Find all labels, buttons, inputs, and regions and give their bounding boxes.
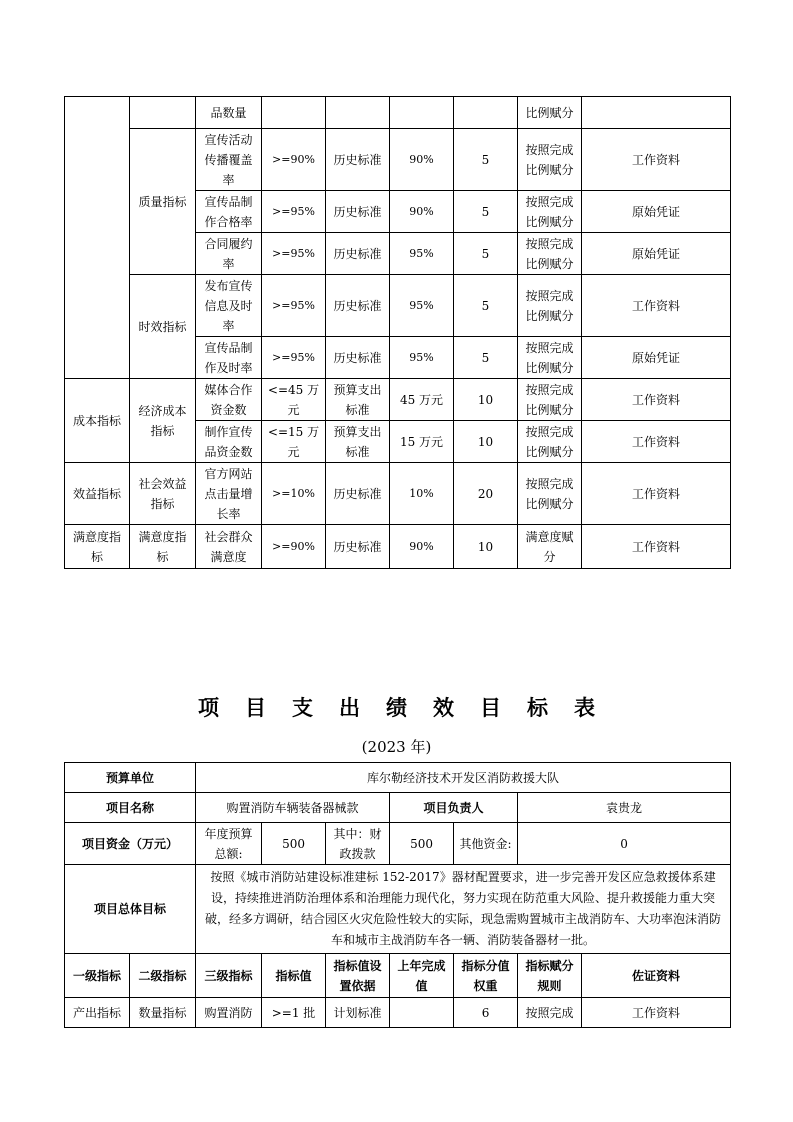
budget-unit-value: 库尔勒经济技术开发区消防救援大队 <box>196 763 731 793</box>
scoring-rule: 按照完成比例赋分 <box>518 337 582 379</box>
scoring-rule: 按照完成比例赋分 <box>518 191 582 233</box>
last-year-value: 15 万元 <box>390 421 454 463</box>
page-title: 项目支出绩效目标表 <box>198 696 621 720</box>
scoring-rule: 按照完成比例赋分 <box>518 379 582 421</box>
evidence: 原始凭证 <box>582 337 731 379</box>
score-weight: 5 <box>454 337 518 379</box>
indicator-value <box>262 97 326 129</box>
satisfaction-subindicator-label: 满意度指标 <box>130 525 196 569</box>
last-year-value: 95% <box>390 337 454 379</box>
table-row <box>65 793 731 823</box>
fiscal-allocation-label: 其中：财政拨款 <box>326 823 390 865</box>
project-owner-value: 袁贵龙 <box>518 793 731 823</box>
table-row <box>65 763 731 793</box>
last-year-value: 90% <box>390 191 454 233</box>
score-weight: 10 <box>454 379 518 421</box>
quality-indicator-label: 质量指标 <box>130 129 196 275</box>
evidence: 工作资料 <box>582 463 731 525</box>
last-year-value: 45 万元 <box>390 379 454 421</box>
social-benefit-indicator-label: 社会效益指标 <box>130 463 196 525</box>
evidence: 工作资料 <box>582 998 731 1028</box>
evidence: 工作资料 <box>582 421 731 463</box>
indicator-basis <box>326 97 390 129</box>
last-year-value: 90% <box>390 129 454 191</box>
table-row <box>65 463 731 525</box>
satisfaction-indicator-label: 满意度指标 <box>65 525 130 569</box>
third-level-indicator: 宣传品制作合格率 <box>196 191 262 233</box>
overall-goal-text: 按照《城市消防站建设标准建标 152-2017》器材配置要求，进一步完善开发区应急救援体系建设，持续推进消防治理体系和治理能力现代化，努力实现在防范重大风险、提升救援能力重大突破，经多方调研，结合园区火灾危险性较大的实际，现急需购置城市主战消防车、大功率泡沫消防车和城市主战消防车各一辆、消防装备器材一批。 <box>196 865 731 954</box>
indicator-value: >=90% <box>262 525 326 569</box>
scoring-rule: 按照完成 <box>518 998 582 1028</box>
project-owner-label: 项目负责人 <box>390 793 518 823</box>
indicator-basis: 历史标准 <box>326 337 390 379</box>
evidence: 原始凭证 <box>582 191 731 233</box>
evidence: 原始凭证 <box>582 233 731 275</box>
second-level-indicator-cell <box>130 97 196 129</box>
column-header: 三级指标 <box>196 954 262 998</box>
evidence: 工作资料 <box>582 129 731 191</box>
indicator-value: >=95% <box>262 337 326 379</box>
scoring-rule: 满意度赋分 <box>518 525 582 569</box>
indicator-basis: 历史标准 <box>326 525 390 569</box>
indicator-value: >=90% <box>262 129 326 191</box>
page-subtitle: (2023 年) <box>361 738 432 756</box>
column-header: 上年完成值 <box>390 954 454 998</box>
project-name-label: 项目名称 <box>65 793 196 823</box>
overall-goal-label: 项目总体目标 <box>65 865 196 954</box>
column-header: 佐证资料 <box>582 954 731 998</box>
third-level-indicator: 合同履约率 <box>196 233 262 275</box>
table-row <box>65 865 731 954</box>
last-year-value <box>390 998 454 1028</box>
benefit-indicator-label: 效益指标 <box>65 463 130 525</box>
last-year-value: 10% <box>390 463 454 525</box>
score-weight: 10 <box>454 421 518 463</box>
last-year-value: 95% <box>390 233 454 275</box>
first-level-indicator-cell <box>65 97 130 379</box>
third-level-indicator: 发布宣传信息及时率 <box>196 275 262 337</box>
last-year-value: 95% <box>390 275 454 337</box>
column-header: 指标值 <box>262 954 326 998</box>
scoring-rule: 按照完成比例赋分 <box>518 233 582 275</box>
evidence: 工作资料 <box>582 525 731 569</box>
project-performance-table <box>64 762 731 1028</box>
indicator-basis: 历史标准 <box>326 275 390 337</box>
score-weight <box>454 97 518 129</box>
score-weight: 6 <box>454 998 518 1028</box>
other-funds-value: 0 <box>518 823 731 865</box>
table-row <box>65 525 731 569</box>
indicator-basis: 历史标准 <box>326 191 390 233</box>
second-level-indicator: 数量指标 <box>130 998 196 1028</box>
indicator-basis: 预算支出标准 <box>326 379 390 421</box>
third-level-indicator: 官方网站点击量增长率 <box>196 463 262 525</box>
third-level-indicator: 制作宣传品资金数 <box>196 421 262 463</box>
score-weight: 5 <box>454 129 518 191</box>
table-row <box>65 823 731 865</box>
third-level-indicator: 宣传活动传播覆盖率 <box>196 129 262 191</box>
indicator-basis: 历史标准 <box>326 463 390 525</box>
evidence <box>582 97 731 129</box>
column-header: 指标分值权重 <box>454 954 518 998</box>
scoring-rule: 比例赋分 <box>518 97 582 129</box>
indicator-basis: 预算支出标准 <box>326 421 390 463</box>
indicator-value: >=1 批 <box>262 998 326 1028</box>
column-header: 一级指标 <box>65 954 130 998</box>
scoring-rule: 按照完成比例赋分 <box>518 275 582 337</box>
indicator-value: >=95% <box>262 233 326 275</box>
indicator-value: <=45 万元 <box>262 379 326 421</box>
last-year-value: 90% <box>390 525 454 569</box>
budget-unit-label: 预算单位 <box>65 763 196 793</box>
indicator-value: >=95% <box>262 191 326 233</box>
indicator-value: >=95% <box>262 275 326 337</box>
indicator-value: >=10% <box>262 463 326 525</box>
annual-budget-value: 500 <box>262 823 326 865</box>
table-row <box>65 379 731 421</box>
timeliness-indicator-label: 时效指标 <box>130 275 196 379</box>
third-level-indicator: 品数量 <box>196 97 262 129</box>
score-weight: 5 <box>454 275 518 337</box>
score-weight: 10 <box>454 525 518 569</box>
column-header: 指标赋分规则 <box>518 954 582 998</box>
score-weight: 5 <box>454 233 518 275</box>
third-level-indicator: 媒体合作资金数 <box>196 379 262 421</box>
first-level-indicator: 产出指标 <box>65 998 130 1028</box>
indicator-basis: 历史标准 <box>326 129 390 191</box>
other-funds-label: 其他资金: <box>454 823 518 865</box>
evidence: 工作资料 <box>582 379 731 421</box>
economic-cost-indicator-label: 经济成本指标 <box>130 379 196 463</box>
table-row <box>65 275 731 337</box>
third-level-indicator: 社会群众满意度 <box>196 525 262 569</box>
evidence: 工作资料 <box>582 275 731 337</box>
performance-table-continued <box>64 96 731 569</box>
table-row <box>65 129 731 191</box>
third-level-indicator: 购置消防 <box>196 998 262 1028</box>
score-weight: 20 <box>454 463 518 525</box>
last-year-value <box>390 97 454 129</box>
indicator-basis: 历史标准 <box>326 233 390 275</box>
scoring-rule: 按照完成比例赋分 <box>518 421 582 463</box>
column-header: 指标值设置依据 <box>326 954 390 998</box>
annual-budget-label: 年度预算总额: <box>196 823 262 865</box>
cost-indicator-label: 成本指标 <box>65 379 130 463</box>
column-header: 二级指标 <box>130 954 196 998</box>
table-header-row <box>65 954 731 998</box>
scoring-rule: 按照完成比例赋分 <box>518 463 582 525</box>
project-name-value: 购置消防车辆装备器械款 <box>196 793 390 823</box>
third-level-indicator: 宣传品制作及时率 <box>196 337 262 379</box>
table-row <box>65 97 731 129</box>
table-row <box>65 998 731 1028</box>
score-weight: 5 <box>454 191 518 233</box>
fiscal-allocation-value: 500 <box>390 823 454 865</box>
indicator-value: <=15 万元 <box>262 421 326 463</box>
project-funds-label: 项目资金（万元） <box>65 823 196 865</box>
scoring-rule: 按照完成比例赋分 <box>518 129 582 191</box>
indicator-basis: 计划标准 <box>326 998 390 1028</box>
